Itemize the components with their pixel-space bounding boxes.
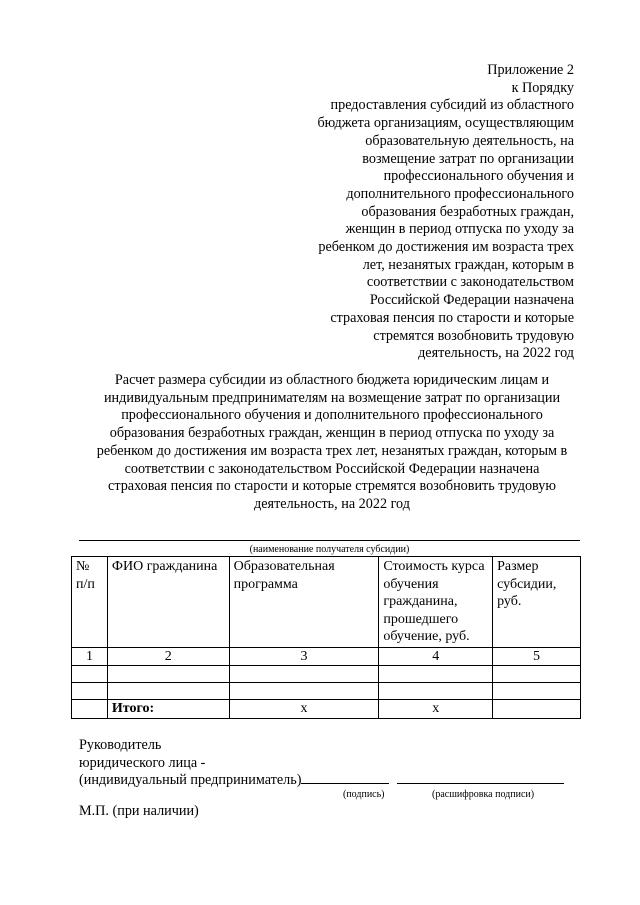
total-cross: х [379, 700, 493, 719]
column-number: 1 [72, 647, 108, 666]
entrepreneur-label: (индивидуальный предприниматель) [79, 772, 302, 788]
table-cell[interactable] [72, 666, 108, 683]
table-row [72, 683, 581, 700]
title-line: ребенком до достижения им возраста трех лет, незанятых граждан, которым в [96, 442, 568, 459]
signature-decoding-field[interactable] [397, 782, 564, 784]
recipient-name-line[interactable] [79, 540, 580, 541]
signature-field[interactable] [301, 782, 389, 784]
column-number-row [72, 647, 581, 666]
table-header-row [72, 557, 581, 648]
appendix-line: женщин в период отпуска по уходу за [345, 221, 574, 238]
column-number: 4 [379, 647, 493, 666]
table-cell[interactable] [493, 666, 581, 683]
title-line: деятельность, на 2022 год [254, 495, 410, 512]
header-number: № п/п [72, 557, 108, 648]
appendix-line: стремятся возобновить трудовую [373, 327, 574, 344]
header-subsidy: Размер субсидии, руб. [493, 557, 581, 648]
subsidy-table [71, 556, 581, 719]
decoding-caption: (расшифровка подписи) [432, 789, 535, 800]
table-cell[interactable] [229, 666, 379, 683]
title-line: Расчет размера субсидии из областного бюджета юридическим лицам и [114, 372, 550, 388]
total-cross: х [229, 700, 379, 719]
table-cell[interactable] [379, 666, 493, 683]
title-line: профессионального обучения и дополнительного профессионального [121, 407, 543, 424]
appendix-line: профессионального обучения и [383, 168, 574, 185]
appendix-line: к Порядку [511, 79, 574, 96]
header-program: Образовательная программа [229, 557, 379, 648]
column-number: 3 [229, 647, 379, 666]
appendix-line: соответствии с законодательством [366, 274, 574, 291]
appendix-line: Приложение 2 [487, 62, 574, 78]
appendix-line: лет, незанятых граждан, которым в [362, 256, 574, 273]
signature-line-1: Руководитель [79, 737, 162, 753]
calculation-title [82, 372, 582, 514]
appendix-line: бюджета организациям, осуществляющим [317, 115, 574, 132]
total-subsidy-cell[interactable] [493, 700, 581, 719]
table-cell[interactable] [107, 666, 229, 683]
appendix-line: ребенком до достижения им возраста трех [318, 239, 574, 256]
signature-line-3 [79, 772, 564, 790]
title-line: страховая пенсия по старости и которые стремятся возобновить трудовую [108, 478, 556, 495]
table-cell[interactable] [107, 683, 229, 700]
title-line: индивидуальным предпринимателям на возмещение затрат по организации [103, 389, 561, 406]
table-cell[interactable] [379, 683, 493, 700]
signature-line-2: юридического лица - [79, 754, 206, 771]
appendix-line: Российской Федерации назначена [369, 292, 574, 309]
header-cost: Стоимость курса обучения гражданина, прошедшего обучение, руб. [379, 557, 493, 648]
recipient-caption: (наименование получателя субсидии) [249, 544, 410, 555]
table-row [72, 666, 581, 683]
appendix-line: возмещение затрат по организации [362, 150, 574, 167]
appendix-block [274, 62, 574, 363]
table-cell[interactable] [229, 683, 379, 700]
appendix-line: дополнительного профессионального [346, 185, 574, 202]
appendix-line: образования безработных граждан, [361, 203, 574, 220]
stamp-place: М.П. (при наличии) [79, 803, 199, 819]
header-fio: ФИО гражданина [107, 557, 229, 648]
total-cell [72, 700, 108, 719]
total-label: Итого: [107, 700, 229, 719]
appendix-line: образовательную деятельность, на [365, 132, 574, 149]
title-line: образования безработных граждан, женщин в период отпуска по уходу за [109, 425, 555, 442]
column-number: 2 [107, 647, 229, 666]
table-cell[interactable] [72, 683, 108, 700]
table-cell[interactable] [493, 683, 581, 700]
title-line: соответствии с законодательством Российской Федерации назначена [124, 460, 540, 477]
column-number: 5 [493, 647, 581, 666]
appendix-line: деятельность, на 2022 год [418, 345, 574, 362]
appendix-line: предоставления субсидий из областного [330, 97, 574, 114]
appendix-line: страховая пенсия по старости и которые [330, 309, 574, 326]
total-row [72, 700, 581, 719]
signature-block [79, 737, 564, 790]
signature-caption: (подпись) [343, 789, 385, 800]
